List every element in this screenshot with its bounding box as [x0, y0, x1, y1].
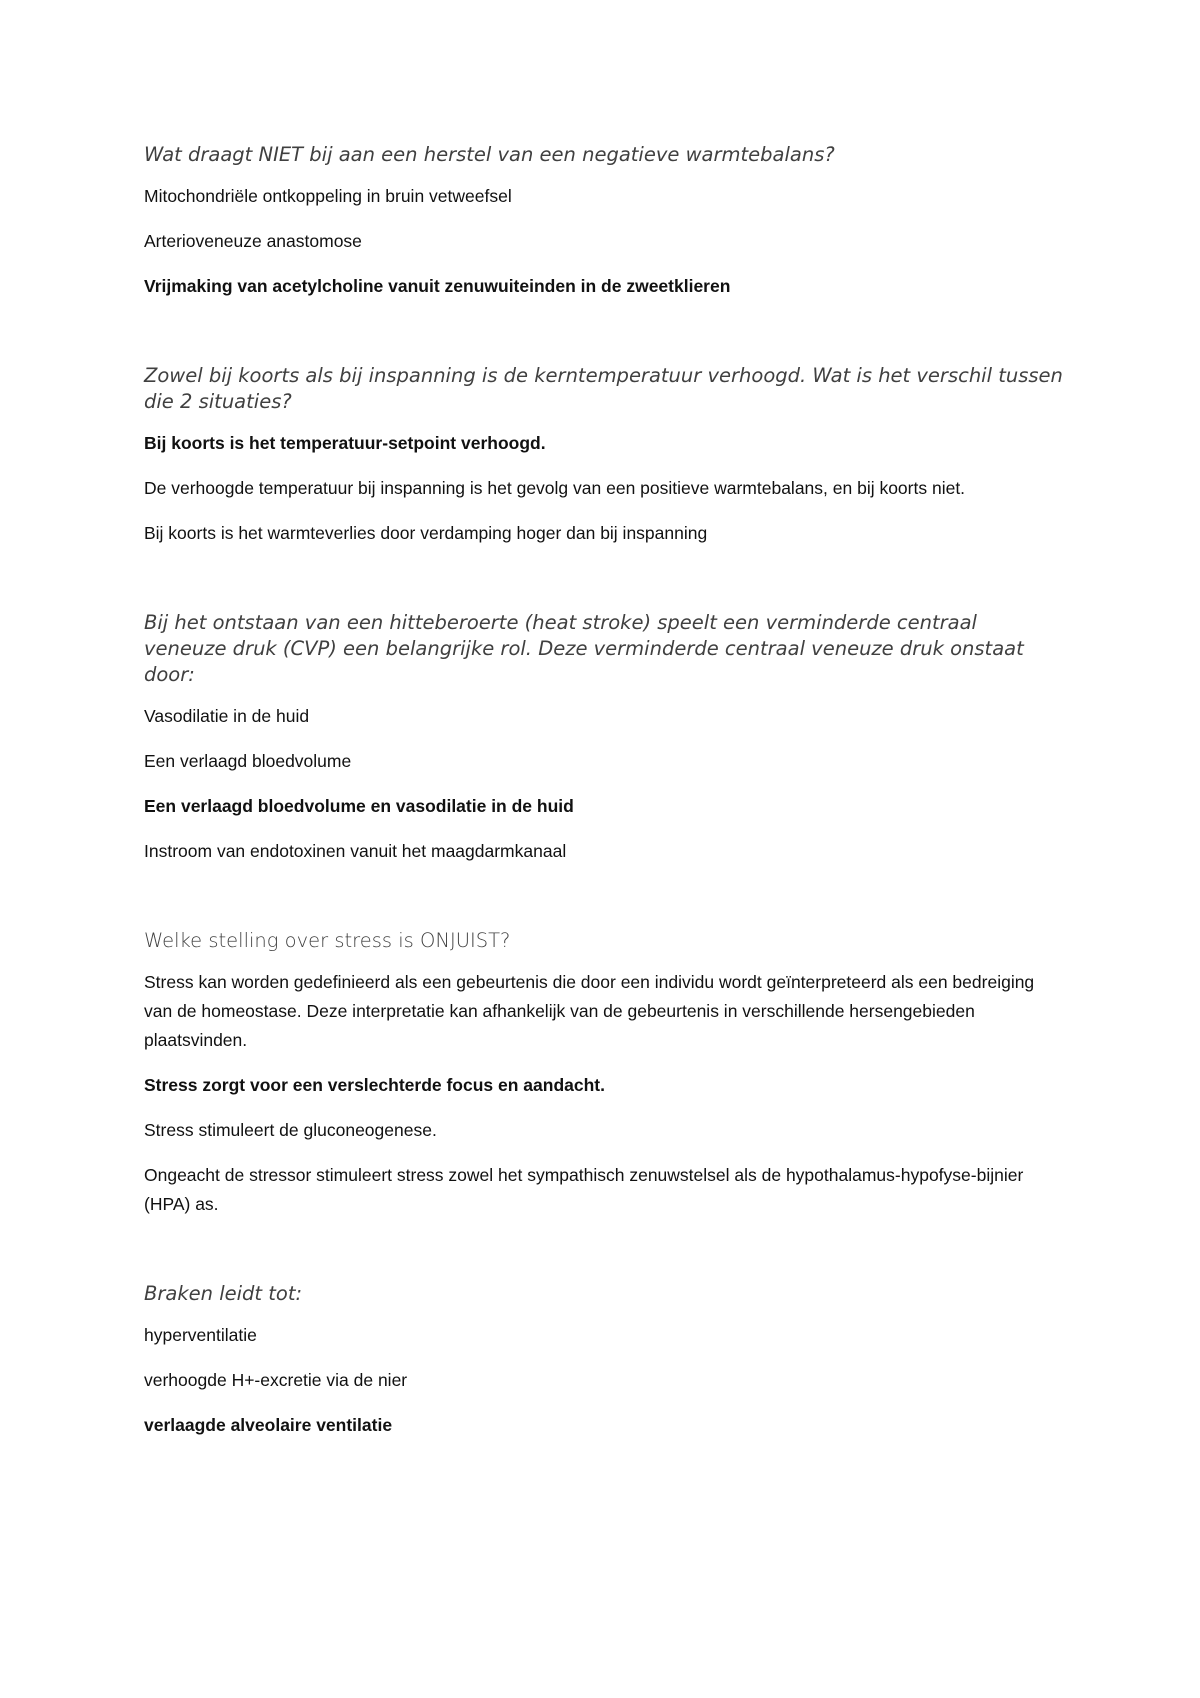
question-block	[144, 1281, 1064, 1440]
answer-option-correct: verlaagde alveolaire ventilatie	[144, 1415, 393, 1435]
answer-option: Instroom van endotoxinen vanuit het maagdarmkanaal	[144, 841, 567, 861]
answer-option: Een verlaagd bloedvolume	[144, 751, 352, 771]
question-text: Zowel bij koorts als bij inspanning is de kerntemperatuur verhoogd. Wat is het verschil tussen die 2 situaties?	[144, 364, 1063, 413]
answer-option: Bij koorts is het warmteverlies door verdamping hoger dan bij inspanning	[144, 523, 708, 543]
answer-option: Mitochondriële ontkoppeling in bruin vetweefsel	[144, 186, 512, 206]
quiz-content	[144, 142, 1064, 1456]
question-block	[144, 363, 1064, 548]
question-block	[144, 928, 1064, 1219]
question-text: Welke stelling over stress is ONJUIST?	[144, 929, 511, 952]
answer-option: verhoogde H+-excretie via de nier	[144, 1370, 408, 1390]
question-text: Wat draagt NIET bij aan een herstel van een negatieve warmtebalans?	[144, 143, 835, 166]
answer-option-correct: Stress zorgt voor een verslechterde focus en aandacht.	[144, 1075, 605, 1095]
answer-option-correct: Vrijmaking van acetylcholine vanuit zenuwuiteinden in de zweetklieren	[144, 276, 731, 296]
answer-option: Arterioveneuze anastomose	[144, 231, 362, 251]
answer-option: Vasodilatie in de huid	[144, 706, 310, 726]
question-block	[144, 142, 1064, 301]
question-text: Bij het ontstaan van een hitteberoerte (heat stroke) speelt een verminderde centraal veneuze druk (CVP) een belangrijke rol. Deze verminderde centraal veneuze druk onstaat door:	[144, 611, 1024, 686]
answer-option-correct: Bij koorts is het temperatuur-setpoint verhoogd.	[144, 433, 546, 453]
question-block	[144, 610, 1064, 866]
answer-option: Stress kan worden gedefinieerd als een gebeurtenis die door een individu wordt geïnterpreteerd als een bedreiging van de homeostase. Deze interpretatie kan afhankelijk van de gebeurtenis in verschillende hersengebieden plaatsvinden.	[144, 972, 1035, 1050]
answer-option: hyperventilatie	[144, 1325, 257, 1345]
answer-option: Ongeacht de stressor stimuleert stress zowel het sympathisch zenuwstelsel als de hypothalamus-hypofyse-bijnier (HPA) as.	[144, 1165, 1024, 1214]
answer-option: Stress stimuleert de gluconeogenese.	[144, 1120, 437, 1140]
answer-option-correct: Een verlaagd bloedvolume en vasodilatie in de huid	[144, 796, 574, 816]
question-text: Braken leidt tot:	[144, 1282, 303, 1305]
answer-option: De verhoogde temperatuur bij inspanning is het gevolg van een positieve warmtebalans, en bij koorts niet.	[144, 478, 966, 498]
